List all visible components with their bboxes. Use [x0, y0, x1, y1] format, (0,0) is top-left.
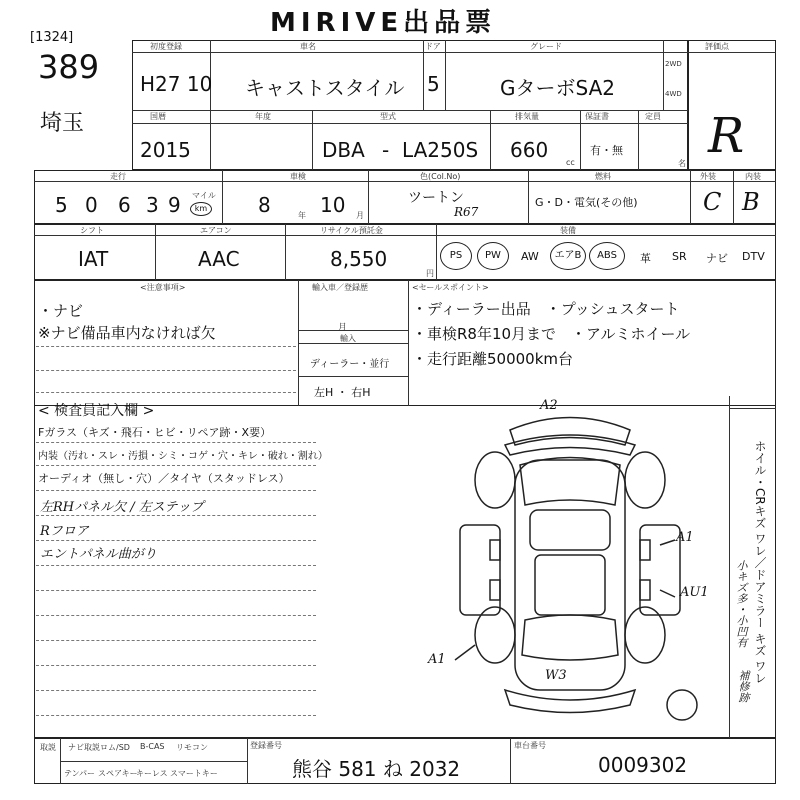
sales-point-2: ・車検R8年10月まで ・アルミホイール [412, 325, 691, 343]
model-dash: - [382, 138, 390, 162]
label-shaken: 車検 [290, 172, 306, 181]
history-header: 輸入車／登録歴 [312, 283, 368, 292]
sales-point-3: ・走行距離50000km台 [412, 350, 574, 368]
label-2wd: 2WD [665, 60, 682, 68]
label-capacity: 定員 [645, 112, 661, 121]
label-aircon: エアコン [200, 226, 232, 235]
mile-unit: マイル [192, 191, 216, 200]
label-grade: グレード [530, 42, 562, 51]
bottom-label-7: キーレス [136, 769, 168, 778]
label-fuel: 燃料 [595, 172, 611, 181]
equip-dtv: DTV [742, 250, 765, 263]
label-displacement: 排気量 [515, 112, 539, 121]
side-note-2: 小キズ多・小凹有 [735, 560, 748, 648]
lot-number: 389 [38, 48, 100, 86]
history-handle: 左H ・ 右H [314, 386, 371, 399]
bottom-label-4: リモコン [176, 743, 208, 752]
label-interior: 内装 [745, 172, 761, 181]
cc-unit: cc [566, 158, 575, 167]
handwritten-note-2: Rフロア [40, 524, 89, 539]
label-score: 評価点 [705, 42, 729, 51]
history-dealer: ディーラー・並行 [310, 359, 390, 370]
history-import: 輸入 [340, 334, 356, 343]
shift-value: IAT [78, 247, 109, 271]
shaken-month-value: 10 [320, 193, 346, 217]
bottom-label-8: スマートキー [170, 769, 218, 778]
diagram-mark-a1-right: A1 [676, 530, 694, 545]
chassis-label: 車台番号 [514, 741, 546, 750]
equip-leather: 革 [640, 252, 651, 265]
equipment-row [34, 224, 776, 280]
diagram-mark-w3: W3 [545, 668, 567, 683]
label-inspection-record: 保証書 [585, 112, 609, 121]
model-prefix-value: DBA [322, 138, 365, 162]
color-code-value: R67 [454, 205, 479, 219]
score-value: R [708, 108, 745, 164]
diagram-mark-au1: AU1 [680, 585, 709, 600]
notes-header: <注意事項> [140, 283, 186, 292]
label-door: ドア [425, 42, 441, 51]
label-year-type: 年度 [255, 112, 271, 121]
shaken-year-unit: 年 [298, 211, 306, 220]
handwritten-note-1: 左RHパネル欠 / 左ステップ [40, 500, 204, 515]
label-recycle: リサイクル預託金 [320, 226, 383, 235]
equip-pw: PW [477, 242, 509, 270]
label-shift: シフト [80, 226, 104, 235]
car-damage-diagram [420, 405, 720, 735]
equip-sr: SR [672, 250, 687, 263]
label-equipment: 装備 [560, 226, 576, 235]
car-name-value: キャストスタイル [245, 76, 405, 100]
registration-number: 熊谷 581 ね 2032 [292, 757, 461, 781]
inspector-line-glass: Fガラス（キズ・飛石・ヒビ・リペア跡・X要） [38, 426, 272, 439]
note-line-1: ・ナビ [38, 302, 84, 320]
shaken-month-unit: 月 [356, 211, 364, 220]
bottom-label-1: ナビ取説 [68, 743, 100, 752]
side-note-1: ホイル・CRキズ ワレ／ドアミラー キズ ワレ [753, 440, 767, 685]
shaken-year-value: 8 [258, 193, 271, 217]
mileage-digit-1: 5 [55, 193, 79, 217]
model-year-value: 2015 [140, 138, 191, 162]
registration-value: H27 10 [140, 72, 213, 96]
side-note-3: 補修跡 [737, 670, 750, 703]
region-label: 埼玉 [40, 111, 85, 136]
diagram-mark-a2: A2 [540, 398, 558, 413]
label-car-name: 車名 [300, 42, 316, 51]
history-month: 月 [338, 323, 348, 333]
inspection-record-value: 有・無 [590, 144, 623, 157]
chassis-number: 0009302 [598, 753, 688, 777]
recycle-value: 8,550 [330, 247, 388, 271]
equip-abs: ABS [589, 242, 625, 270]
label-color: 色(Col.No) [420, 172, 461, 181]
label-model: 型式 [380, 112, 396, 121]
handwritten-note-3: エントパネル曲がり [40, 547, 157, 562]
label-4wd: 4WD [665, 90, 682, 98]
mileage-digit-4: 3 [146, 193, 159, 217]
equip-aw: AW [521, 250, 539, 263]
exterior-value: C [703, 188, 722, 216]
interior-value: B [742, 188, 760, 216]
mileage-digit-5: 9 [168, 193, 181, 217]
inspector-line-interior: 内装（汚れ・スレ・汚損・シミ・コゲ・穴・キレ・破れ・割れ） [38, 451, 328, 462]
grade-value: GターボSA2 [500, 76, 615, 100]
capacity-unit: 名 [678, 159, 686, 168]
sales-point-1: ・ディーラー出品 ・プッシュスタート [412, 300, 680, 318]
label-mileage: 走行 [110, 172, 126, 181]
bottom-label-2: ロム/SD [100, 743, 130, 752]
fuel-value: G・D・電気(その他) [535, 196, 638, 209]
inspector-line-audio: オーディオ（無し・穴）／タイヤ（スタッドレス） [38, 472, 290, 485]
inspector-header: < 検査員記入欄 > [38, 403, 155, 419]
document-title: MIRIVE出品票 [270, 8, 497, 38]
sales-header: <セールスポイント> [412, 283, 489, 292]
label-registration: 初度登録 [150, 42, 182, 51]
equip-airbag: エアB [550, 242, 586, 270]
yen-unit: 円 [426, 269, 434, 278]
bracket-number: [1324] [30, 30, 74, 45]
color-value: ツートン [408, 190, 464, 206]
reg-no-label: 登録番号 [250, 741, 282, 750]
door-value: 5 [427, 72, 440, 96]
mileage-digit-3: 6 [118, 193, 131, 217]
bottom-label-6: スペアキー [98, 769, 138, 778]
displacement-value: 660 [510, 138, 549, 162]
model-code-value: LA250S [402, 138, 479, 162]
note-line-2: ※ナビ備品車内なければ欠 [38, 324, 216, 342]
bottom-label-5: テンパー [64, 769, 96, 778]
label-model-year: 国暦 [150, 112, 166, 121]
bottom-label-3: B-CAS [140, 742, 165, 751]
equip-navi: ナビ [706, 252, 728, 265]
km-unit: km [190, 202, 212, 216]
mileage-digit-2: 0 [85, 193, 98, 217]
bottom-label-0: 取説 [40, 743, 56, 752]
aircon-value: AAC [198, 247, 240, 271]
label-exterior: 外装 [700, 172, 716, 181]
diagram-mark-a1-left: A1 [428, 652, 446, 667]
equip-ps: PS [440, 242, 472, 270]
